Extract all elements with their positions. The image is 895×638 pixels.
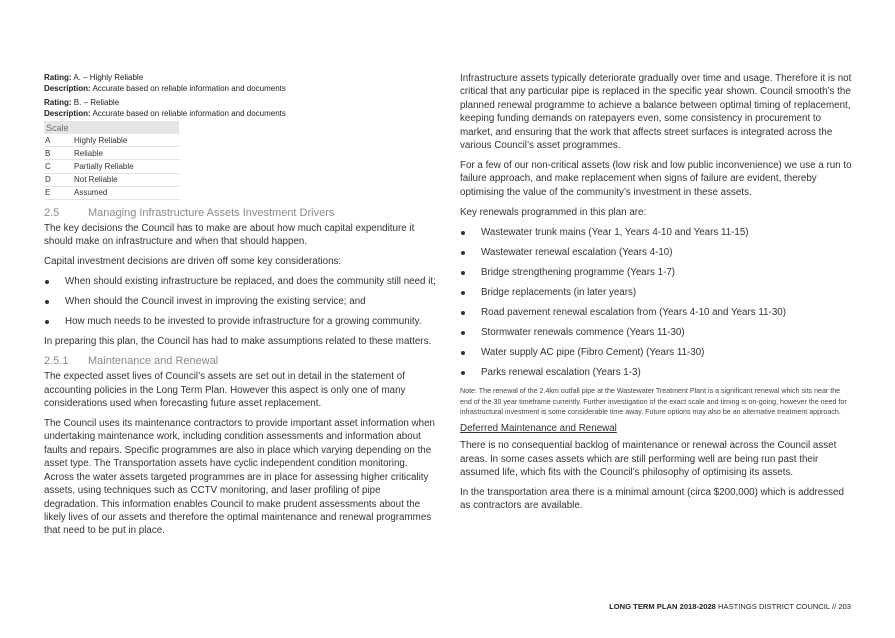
paragraph: Key renewals programmed in this plan are: (460, 206, 647, 218)
scale-code: B (44, 147, 73, 160)
rating-value: A. – Highly Reliable (73, 73, 144, 82)
left-column (44, 72, 436, 544)
list-item: When should existing infrastructure be replaced, and does the community still need it; (44, 275, 436, 288)
scale-label: Assumed (73, 186, 179, 199)
paragraph: Infrastructure assets typically deteriorate gradually over time and usage. Therefore it is not critical that any particular pipe is replaced in the specific year shown. Council smooth’s the planned renewal programme to achieve a balance between optimal timing of replacement, keeping funding demands on ratepayers even, some consistency in procurement to market, and ensuring that the work that affects street surfaces is integrated across the various Council’s asset programmes. (460, 73, 852, 152)
description-value: Accurate based on reliable information and documents (92, 84, 286, 93)
paragraph: In the transportation area there is a minimal amount (circa $200,000) which is addressed as contractors are available. (460, 486, 844, 512)
section-heading-2-5 (44, 207, 436, 219)
scale-label: Highly Reliable (73, 134, 179, 147)
list-item: Water supply AC pipe (Fibro Cement) (Years 11-30) (460, 346, 852, 359)
section-heading-2-5-1 (44, 355, 436, 367)
description-value: Accurate based on reliable information and documents (92, 109, 286, 118)
list-item: Parks renewal escalation (Years 1-3) (460, 366, 852, 379)
list-item: How much needs to be invested to provide infrastructure for a growing community. (44, 315, 436, 328)
bullet-icon (461, 331, 465, 335)
table-row (44, 147, 179, 160)
deferred-maintenance-heading: Deferred Maintenance and Renewal (460, 422, 617, 434)
scale-label: Partially Reliable (73, 160, 179, 173)
footer-council: HASTINGS DISTRICT COUNCIL (718, 602, 830, 611)
bullet-icon (461, 291, 465, 295)
paragraph: In preparing this plan, the Council has had to make assumptions related to these matters. (44, 336, 432, 348)
footer-plan: LONG TERM PLAN 2018-2028 (609, 602, 716, 611)
rating-label: Rating: (44, 98, 72, 107)
considerations-list (44, 275, 436, 329)
paragraph: The key decisions the Council has to make are about how much capital expenditure it should make on infrastructure and when that should happen. (44, 222, 415, 248)
bullet-icon (45, 280, 49, 284)
paragraph: There is no consequential backlog of maintenance or renewal across the Council asset areas. In some cases assets which are still performing well are being run past their assumed life, which fits with the Council’s philosophy of optimising its assets. (460, 440, 837, 479)
bullet-icon (461, 271, 465, 275)
renewals-list (460, 226, 852, 380)
scale-code: D (44, 173, 73, 186)
rating-block-b (44, 97, 436, 119)
bullet-icon (461, 311, 465, 315)
table-row (44, 134, 179, 147)
rating-value: B. – Reliable (73, 98, 120, 107)
bullet-icon (45, 300, 49, 304)
bullet-icon (461, 251, 465, 255)
paragraph: The expected asset lives of Council’s assets are set out in detail in the statement of accounting policies in the Long Term Plan. However this aspect is only one of many considerations used when forecasting future asset replacement. (44, 371, 406, 410)
list-item: Bridge strengthening programme (Years 1-7) (460, 266, 852, 279)
list-item: Bridge replacements (in later years) (460, 286, 852, 299)
footer-separator: // (831, 602, 837, 611)
right-column (460, 72, 852, 519)
list-item: Stormwater renewals commence (Years 11-30) (460, 326, 852, 339)
scale-label: Reliable (73, 147, 179, 160)
list-item: When should the Council invest in improving the existing service; and (44, 295, 436, 308)
list-item: Road pavement renewal escalation from (Years 4-10 and Years 11-30) (460, 306, 852, 319)
paragraph: The Council uses its maintenance contractors to provide important asset information when undertaking maintenance work, including condition assessments and information about faults and repairs. Specific programmes are also in place which varying depending on the asset type. The Transportation assets have cyclic independent condition monitoring. Across the water assets targeted programmes are in place for assessing higher criticality assets, using techniques such as CCTV monitoring, and laser profiling of pipe degradation. This information enables Council to make prudent assessments about the likely lives of our assets and therefore the optimal maintenance and renewal programmes that need to be put in place. (44, 418, 435, 537)
description-label: Description: (44, 109, 91, 118)
section-number: 2.5.1 (44, 355, 69, 368)
bullet-icon (45, 320, 49, 324)
table-row (44, 160, 179, 173)
table-row (44, 173, 179, 186)
scale-table (44, 121, 179, 200)
page-footer (609, 602, 851, 611)
list-item: Wastewater trunk mains (Year 1, Years 4-10 and Years 11-15) (460, 226, 852, 239)
table-row (44, 186, 179, 199)
rating-block-a (44, 72, 436, 94)
scale-code: E (44, 186, 73, 199)
description-label: Description: (44, 84, 91, 93)
section-title: Managing Infrastructure Assets Investment Drivers (88, 206, 335, 219)
page-number: 203 (838, 602, 851, 611)
scale-code: A (44, 134, 73, 147)
bullet-icon (461, 371, 465, 375)
scale-label: Not Reliable (73, 173, 179, 186)
rating-label: Rating: (44, 73, 72, 82)
section-title: Maintenance and Renewal (88, 355, 219, 368)
scale-table-header: Scale (44, 121, 179, 134)
paragraph: For a few of our non-critical assets (low risk and low public inconvenience) we use a run to failure approach, and make replacement when signs of failure are evident, thereby optimising the value of the community’s investment in these assets. (460, 159, 852, 198)
bullet-icon (461, 231, 465, 235)
note: Note: The renewal of the 2.4km outfall pipe at the Wastewater Treatment Plant is a significant renewal which sits near the end of the 30 year timeframe currently. Further investigation of the exact scale and timing is on-going, however the need for infrastructural investment is some considerable time away. Future options may also be an alternative treatment approach. (460, 387, 847, 417)
section-number: 2.5 (44, 206, 60, 219)
bullet-icon (461, 351, 465, 355)
scale-code: C (44, 160, 73, 173)
paragraph: Capital investment decisions are driven off some key considerations: (44, 256, 342, 268)
list-item: Wastewater renewal escalation (Years 4-10) (460, 246, 852, 259)
